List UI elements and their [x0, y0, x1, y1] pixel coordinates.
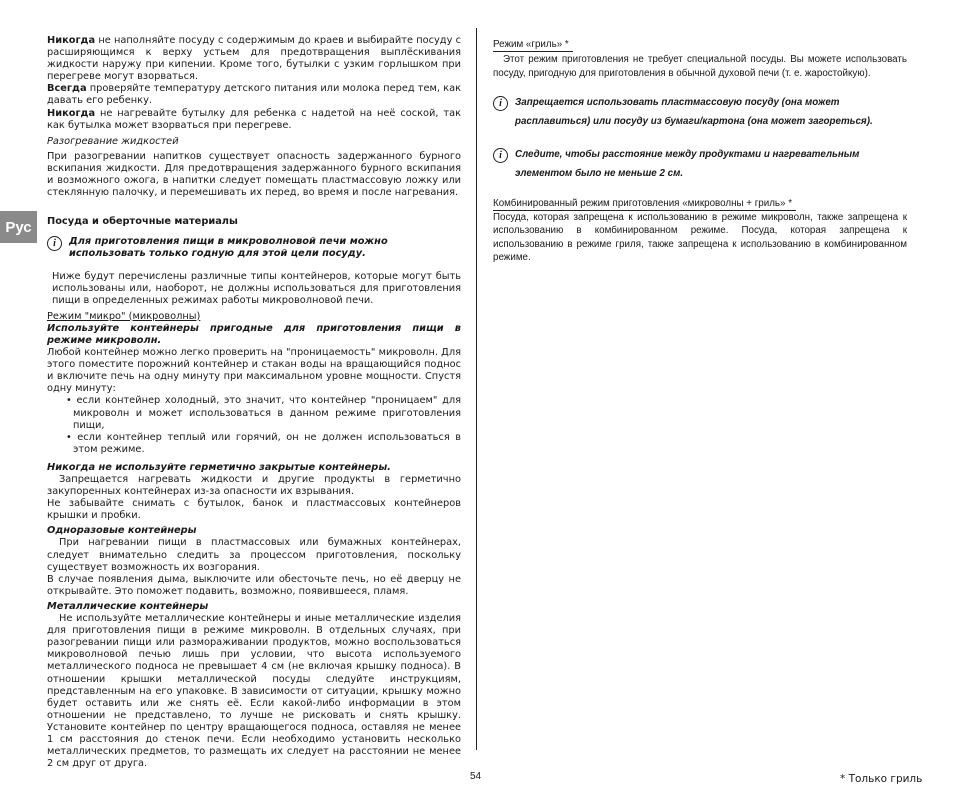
- section-title: Посуда и оберточные материалы: [47, 216, 238, 228]
- disposable-text-2: В случае появления дыма, выключите или обесточьте печь, но её дверцу не открывайте. Это поможет подавить, возможно, появившееся, пламя.: [47, 573, 461, 597]
- info-icon: i: [47, 236, 62, 251]
- micro-mode-heading: Режим "микро" (микроволны): [47, 310, 201, 322]
- sealed-text-1: Запрещается нагревать жидкости и другие продукты в герметично закупоренных контейнерах из-за опасности их взрывания.: [47, 474, 461, 498]
- warning-distance-text: Следите, чтобы расстояние между продуктами и нагревательным элементом было не меньше 2 см.: [515, 148, 860, 179]
- sealed-heading: Никогда не используйте герметично закрытые контейнеры.: [47, 461, 391, 473]
- paragraph-text: не наполняйте посуду с содержимым до краев и выбирайте посуду с расширяющимся к верху устьем для предотвращения выплёскивания жидкости наружу при кипении. Кроме того, бутылки с узким горлышком при перегреве могут взорваться.: [47, 35, 461, 83]
- footnote: * Только гриль: [840, 773, 923, 785]
- combo-text: Посуда, которая запрещена к использованию в режиме микроволн, также запрещена к использованию в комбинированном режиме. Посуда, которая запрещена к использованию в режиме гриля, также запрещена к использованию в комбинированном режиме.: [493, 212, 907, 264]
- emphasis-never: Никогда: [47, 35, 96, 46]
- page-number: 54: [470, 771, 482, 782]
- emphasis-never: Никогда: [47, 107, 96, 119]
- paragraph-never-fill: [47, 35, 461, 83]
- paragraph-text: не нагревайте бутылку для ребенка с надетой на неё соской, так как бутылка может взорваться при перегреве.: [47, 107, 461, 131]
- right-column: [493, 38, 907, 264]
- warning-plastic: [493, 93, 907, 131]
- metal-heading: Металлические контейнеры: [47, 600, 209, 612]
- disposable-heading: Одноразовые контейнеры: [47, 525, 197, 537]
- warning-plastic-text: Запрещается использовать пластмассовую посуду (она может расплавиться) или посуду из бумаги/картона (она может загореться).: [515, 96, 873, 127]
- info-icon: i: [493, 148, 508, 163]
- paragraph-text: проверяйте температуру детского питания или молока перед тем, как давать его ребенку.: [47, 83, 461, 107]
- bullet-warm: • если контейнер теплый или горячий, он не должен использоваться в этом режиме.: [66, 431, 461, 455]
- paragraph-always-check: [47, 83, 461, 107]
- grill-text: Этот режим приготовления не требует специальной посуды. Вы можете использовать посуду, пригодную для приготовления в обычной духовой печи (т. е. жаростойкую).: [493, 54, 907, 79]
- language-tab: Рус: [0, 211, 37, 243]
- micro-use-heading: Используйте контейнеры пригодные для приготовления пищи в режиме микроволн.: [47, 322, 461, 346]
- warning-distance: [493, 145, 907, 183]
- sealed-text-2: Не забывайте снимать с бутылок, банок и пластмассовых контейнеров крышки и пробки.: [47, 498, 461, 522]
- paragraph-never-bottle: [47, 108, 461, 132]
- disposable-text-1: При нагревании пищи в пластмассовых или бумажных контейнерах, следует внимательно следить за процессом приготовления, поскольку существует возможность их возгорания.: [47, 537, 461, 573]
- liquid-heading: Разогревание жидкостей: [47, 135, 179, 147]
- liquid-text: При разогревании напитков существует опасность задержанного бурного вскипания жидкости. Для предотвращения задержанного бурного вскипания и возможного ожога, в напитки следует помещать пластмассовую ложку или стеклянную палочку, и перемешивать их перед, во время и после нагревания.: [47, 150, 461, 199]
- micro-test-text: Любой контейнер можно легко проверить на "проницаемость" микроволн. Для этого поместите порожний контейнер и стакан воды на вращающийся поднос и включите печь на одну минуту при максимальном уровне мощности. Спустя одну минуту:: [47, 347, 461, 395]
- info-icon: i: [493, 96, 508, 111]
- metal-text: Не используйте металлические контейнеры и иные металлические изделия для приготовления пищи в режиме микроволн. В отдельных случаях, при разогревании пищи или размораживании продуктов, можно воспользоваться микроволновой печью лишь при условии, что высота используемого металлического подноса не превышает 4 см (не включая крышку подноса). В отношении крышки металлической посуды следуйте инструкциям, представленным на его упаковке. В зависимости от ситуации, крышку можно будет оставить или же снять её. Если какой-либо информации в этом отношении не представлено, то лучше не рисковать и снять крышку. Установите контейнер по центру вращающегося подноса, оставляя не менее 1 см расстояния до стенок печи. Если необходимо установить несколько металлических предметов, то размещать их следует на расстоянии не менее 2 см друг от друга.: [47, 613, 461, 770]
- info-note: [47, 236, 461, 260]
- emphasis-always: Всегда: [47, 83, 87, 95]
- grill-heading: Режим «гриль» *: [493, 38, 573, 52]
- info-note-text: Для приготовления пищи в микроволновой печи можно использовать только годную для этой цели посуду.: [69, 236, 388, 260]
- column-divider: [476, 28, 477, 750]
- combo-heading: Комбинированный режим приготовления «микроволны + гриль» *: [493, 197, 796, 211]
- left-column: [47, 35, 461, 770]
- bullet-cold: • если контейнер холодный, это значит, что контейнер "проницаем" для микроволн и может использоваться в данном режиме приготовления пищи,: [66, 395, 461, 431]
- intro-text: Ниже будут перечислены различные типы контейнеров, которые могут быть использованы или, наоборот, не должны использоваться для приготовления пищи в определенных режимах работы микроволновой печи.: [52, 270, 461, 306]
